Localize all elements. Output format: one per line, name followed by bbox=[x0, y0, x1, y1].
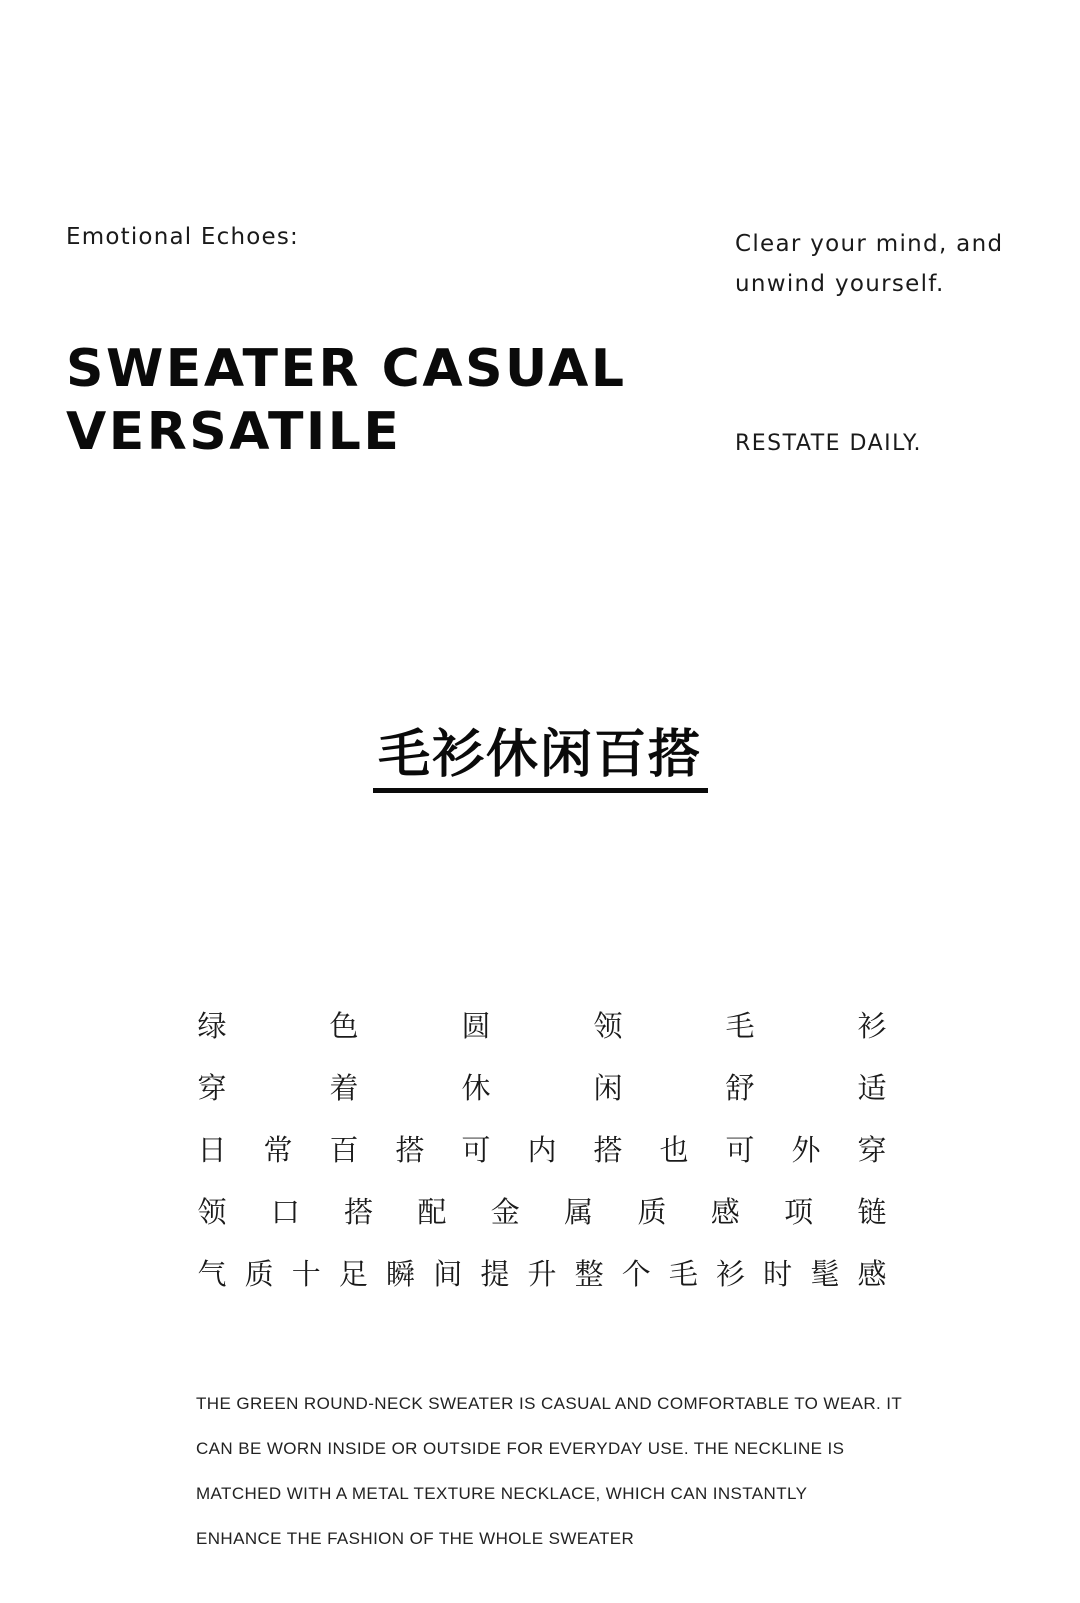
chinese-description-line bbox=[197, 1004, 887, 1066]
section-title: 毛衫休闲百搭 bbox=[377, 725, 702, 785]
section-title-underline bbox=[373, 788, 708, 793]
chinese-description bbox=[197, 1004, 887, 1314]
chinese-character: 感 bbox=[857, 1257, 887, 1291]
chinese-character: 领 bbox=[197, 1195, 227, 1229]
headline-line: VERSATILE bbox=[66, 402, 402, 462]
chinese-character: 搭 bbox=[344, 1195, 374, 1229]
chinese-character: 金 bbox=[490, 1195, 520, 1229]
chinese-character: 闲 bbox=[593, 1071, 623, 1105]
chinese-character: 链 bbox=[857, 1195, 887, 1229]
tagline bbox=[735, 224, 1055, 304]
chinese-character: 十 bbox=[291, 1257, 321, 1291]
chinese-character: 口 bbox=[270, 1195, 300, 1229]
chinese-character: 着 bbox=[329, 1071, 359, 1105]
tagline-line: unwind yourself. bbox=[735, 271, 945, 297]
restate-label: RESTATE DAILY. bbox=[735, 431, 922, 456]
chinese-character: 衫 bbox=[857, 1009, 887, 1043]
chinese-character: 毛 bbox=[725, 1009, 755, 1043]
chinese-character: 整 bbox=[574, 1257, 604, 1291]
chinese-character: 项 bbox=[784, 1195, 814, 1229]
chinese-character: 适 bbox=[857, 1071, 887, 1105]
chinese-character: 常 bbox=[263, 1133, 293, 1167]
chinese-character: 搭 bbox=[395, 1133, 425, 1167]
chinese-character: 时 bbox=[763, 1257, 793, 1291]
english-description-line: THE GREEN ROUND-NECK SWEATER IS CASUAL AND COMFORTABLE TO WEAR. IT bbox=[196, 1394, 903, 1413]
chinese-character: 属 bbox=[564, 1195, 594, 1229]
chinese-character: 提 bbox=[480, 1257, 510, 1291]
chinese-character: 内 bbox=[527, 1133, 557, 1167]
chinese-character: 可 bbox=[461, 1133, 491, 1167]
chinese-character: 质 bbox=[637, 1195, 667, 1229]
english-description-line: MATCHED WITH A METAL TEXTURE NECKLACE, WHICH CAN INSTANTLY bbox=[196, 1484, 808, 1503]
english-description-line: ENHANCE THE FASHION OF THE WHOLE SWEATER bbox=[196, 1529, 635, 1548]
chinese-character: 穿 bbox=[857, 1133, 887, 1167]
chinese-character: 毛 bbox=[668, 1257, 698, 1291]
chinese-character: 日 bbox=[197, 1133, 227, 1167]
chinese-character: 穿 bbox=[197, 1071, 227, 1105]
chinese-character: 可 bbox=[725, 1133, 755, 1167]
chinese-character: 领 bbox=[593, 1009, 623, 1043]
chinese-character: 瞬 bbox=[386, 1257, 416, 1291]
chinese-character: 舒 bbox=[725, 1071, 755, 1105]
chinese-character: 百 bbox=[329, 1133, 359, 1167]
headline-line: SWEATER CASUAL bbox=[66, 339, 627, 399]
chinese-description-line bbox=[197, 1252, 887, 1314]
chinese-character: 色 bbox=[329, 1009, 359, 1043]
chinese-character: 绿 bbox=[197, 1009, 227, 1043]
chinese-character: 圆 bbox=[461, 1009, 491, 1043]
chinese-character: 质 bbox=[244, 1257, 274, 1291]
chinese-character: 衫 bbox=[716, 1257, 746, 1291]
chinese-character: 休 bbox=[461, 1071, 491, 1105]
chinese-description-line bbox=[197, 1066, 887, 1128]
section-title-wrap bbox=[0, 726, 1080, 784]
chinese-description-line bbox=[197, 1190, 887, 1252]
chinese-character: 也 bbox=[659, 1133, 689, 1167]
chinese-character: 髦 bbox=[810, 1257, 840, 1291]
english-description bbox=[196, 1381, 916, 1561]
chinese-character: 外 bbox=[791, 1133, 821, 1167]
chinese-character: 间 bbox=[433, 1257, 463, 1291]
tagline-line: Clear your mind, and bbox=[735, 231, 1004, 257]
chinese-character: 配 bbox=[417, 1195, 447, 1229]
chinese-character: 足 bbox=[338, 1257, 368, 1291]
chinese-character: 搭 bbox=[593, 1133, 623, 1167]
chinese-character: 升 bbox=[527, 1257, 557, 1291]
eyebrow-label: Emotional Echoes: bbox=[66, 224, 299, 250]
page-headline bbox=[66, 338, 627, 464]
chinese-character: 感 bbox=[710, 1195, 740, 1229]
chinese-character: 个 bbox=[621, 1257, 651, 1291]
chinese-character: 气 bbox=[197, 1257, 227, 1291]
chinese-description-line bbox=[197, 1128, 887, 1190]
english-description-line: CAN BE WORN INSIDE OR OUTSIDE FOR EVERYDAY USE. THE NECKLINE IS bbox=[196, 1439, 845, 1458]
